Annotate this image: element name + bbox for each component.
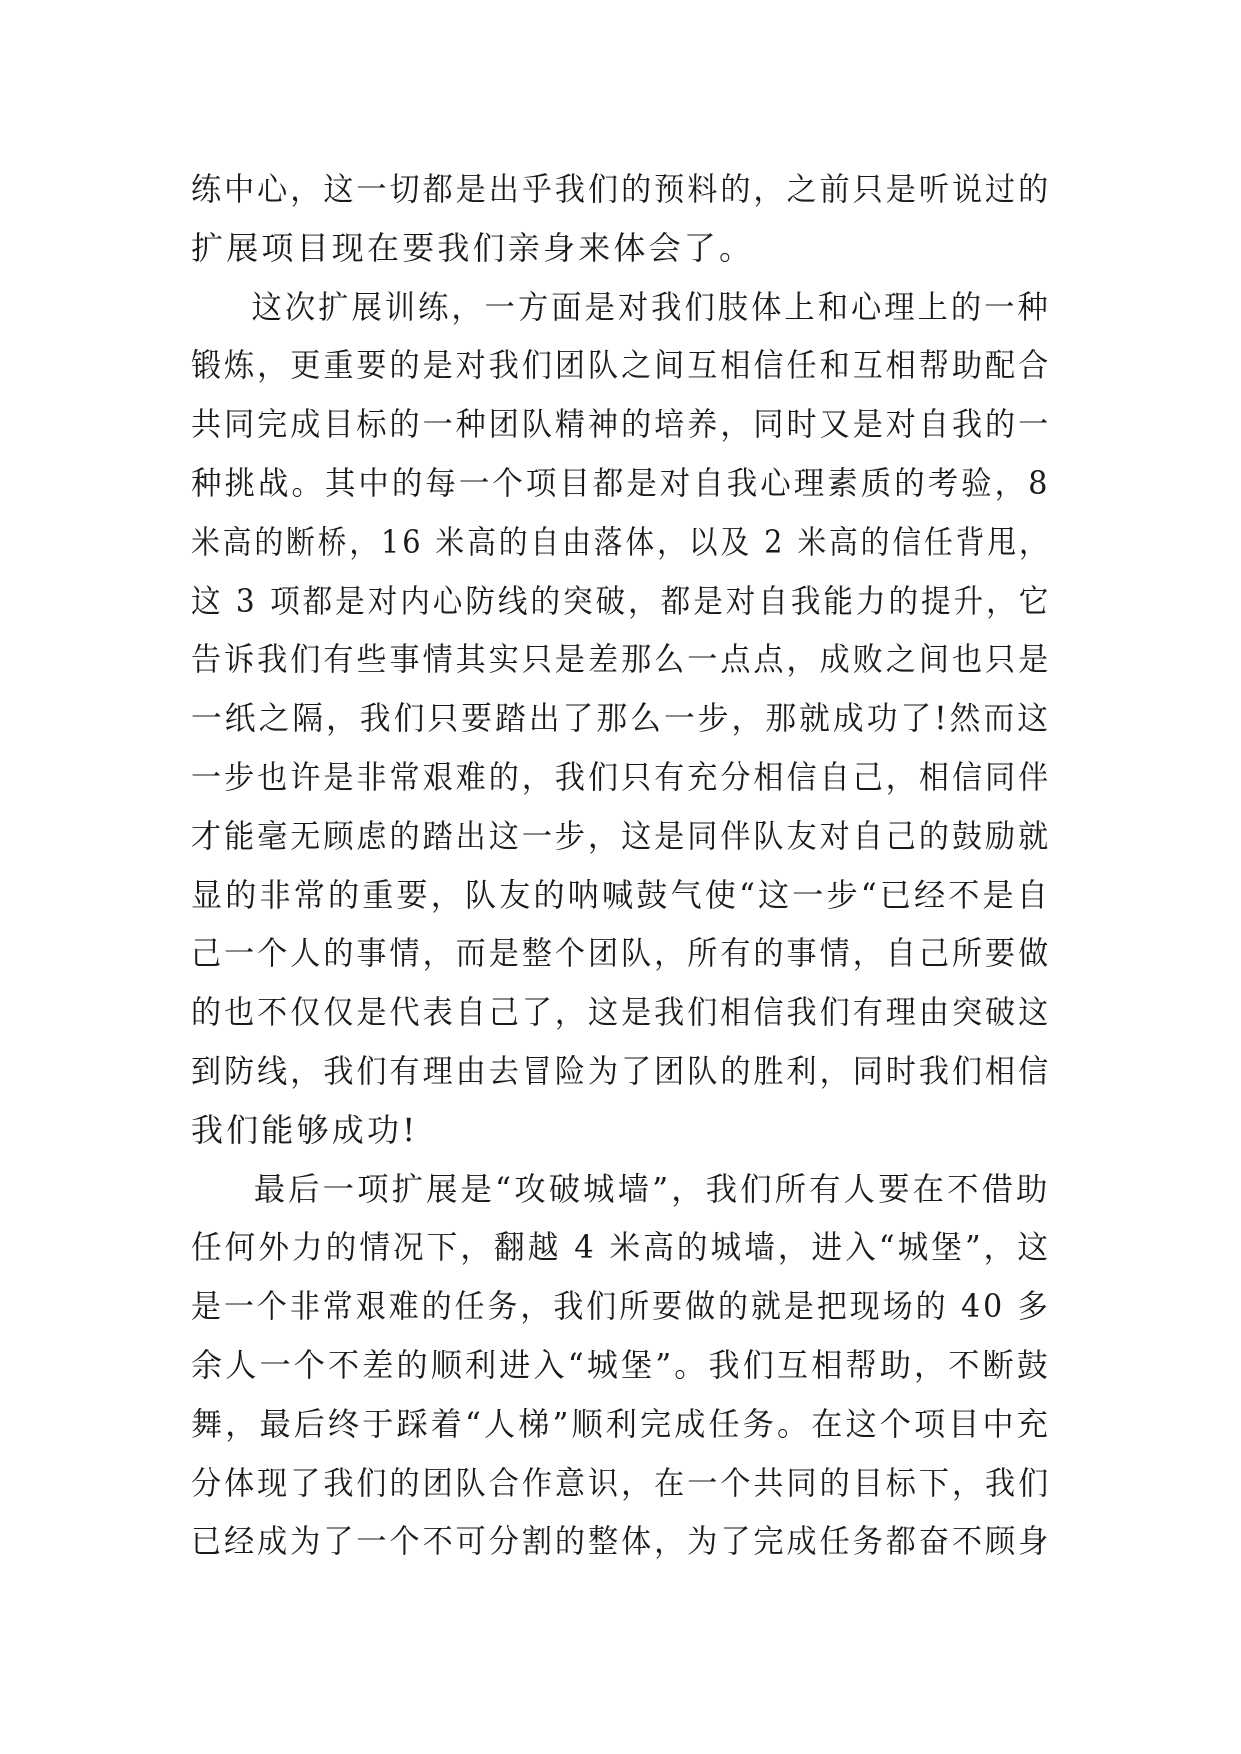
text-line: 练中心，这一切都是出乎我们的预料的，之前只是听说过的 [191, 170, 1052, 208]
text-line: 的也不仅仅是代表自己了，这是我们相信我们有理由突破这 [191, 993, 1052, 1032]
paragraph-2 [191, 278, 1051, 1160]
paragraph-1 [191, 160, 1051, 278]
text-line: 告诉我们有些事情其实只是差那么一点点，成败之间也只是 [191, 640, 1052, 679]
text-line: 分体现了我们的团队合作意识，在一个共同的目标下，我们 [191, 1463, 1052, 1502]
body-text [191, 160, 1051, 1571]
text-line: 才能毫无顾虑的踏出这一步，这是同伴队友对自己的鼓励就 [191, 816, 1052, 855]
paragraph-3 [191, 1160, 1051, 1572]
text-line: 锻炼，更重要的是对我们团队之间互相信任和互相帮助配合 [191, 346, 1052, 385]
text-line: 任何外力的情况下，翻越 4 米高的城墙，进入“城堡”，这 [191, 1228, 1052, 1267]
text-line: 余人一个不差的顺利进入“城堡”。我们互相帮助，不断鼓 [191, 1345, 1051, 1384]
text-line: 已经成为了一个不可分割的整体，为了完成任务都奋不顾身 [191, 1522, 1052, 1561]
text-line: 舞，最后终于踩着“人梯”顺利完成任务。在这个项目中充 [191, 1404, 1051, 1443]
text-line: 最后一项扩展是“攻破城墙”，我们所有人要在不借助 [253, 1169, 1051, 1208]
text-line: 是一个非常艰难的任务，我们所要做的就是把现场的 40 多 [191, 1287, 1051, 1326]
text-line: 种挑战。其中的每一个项目都是对自我心理素质的考验，8 [191, 463, 1051, 502]
text-line: 己一个人的事情，而是整个团队，所有的事情，自己所要做 [191, 934, 1052, 973]
text-line: 扩展项目现在要我们亲身来体会了。 [191, 228, 755, 267]
text-line: 我们能够成功! [191, 1110, 419, 1149]
text-line: 一步也许是非常艰难的，我们只有充分相信自己，相信同伴 [191, 757, 1052, 796]
text-line: 显的非常的重要，队友的呐喊鼓气使“这一步“已经不是自 [191, 875, 1051, 914]
text-line: 这次扩展训练，一方面是对我们肢体上和心理上的一种 [251, 287, 1051, 326]
text-line: 共同完成目标的一种团队精神的培养，同时又是对自我的一 [191, 405, 1052, 444]
text-line: 这 3 项都是对内心防线的突破，都是对自我能力的提升，它 [191, 581, 1052, 620]
text-line: 米高的断桥，16 米高的自由落体，以及 2 米高的信任背甩， [191, 522, 1051, 561]
text-line: 一纸之隔，我们只要踏出了那么一步，那就成功了!然而这 [191, 699, 1052, 738]
text-line: 到防线，我们有理由去冒险为了团队的胜利，同时我们相信 [191, 1051, 1052, 1090]
